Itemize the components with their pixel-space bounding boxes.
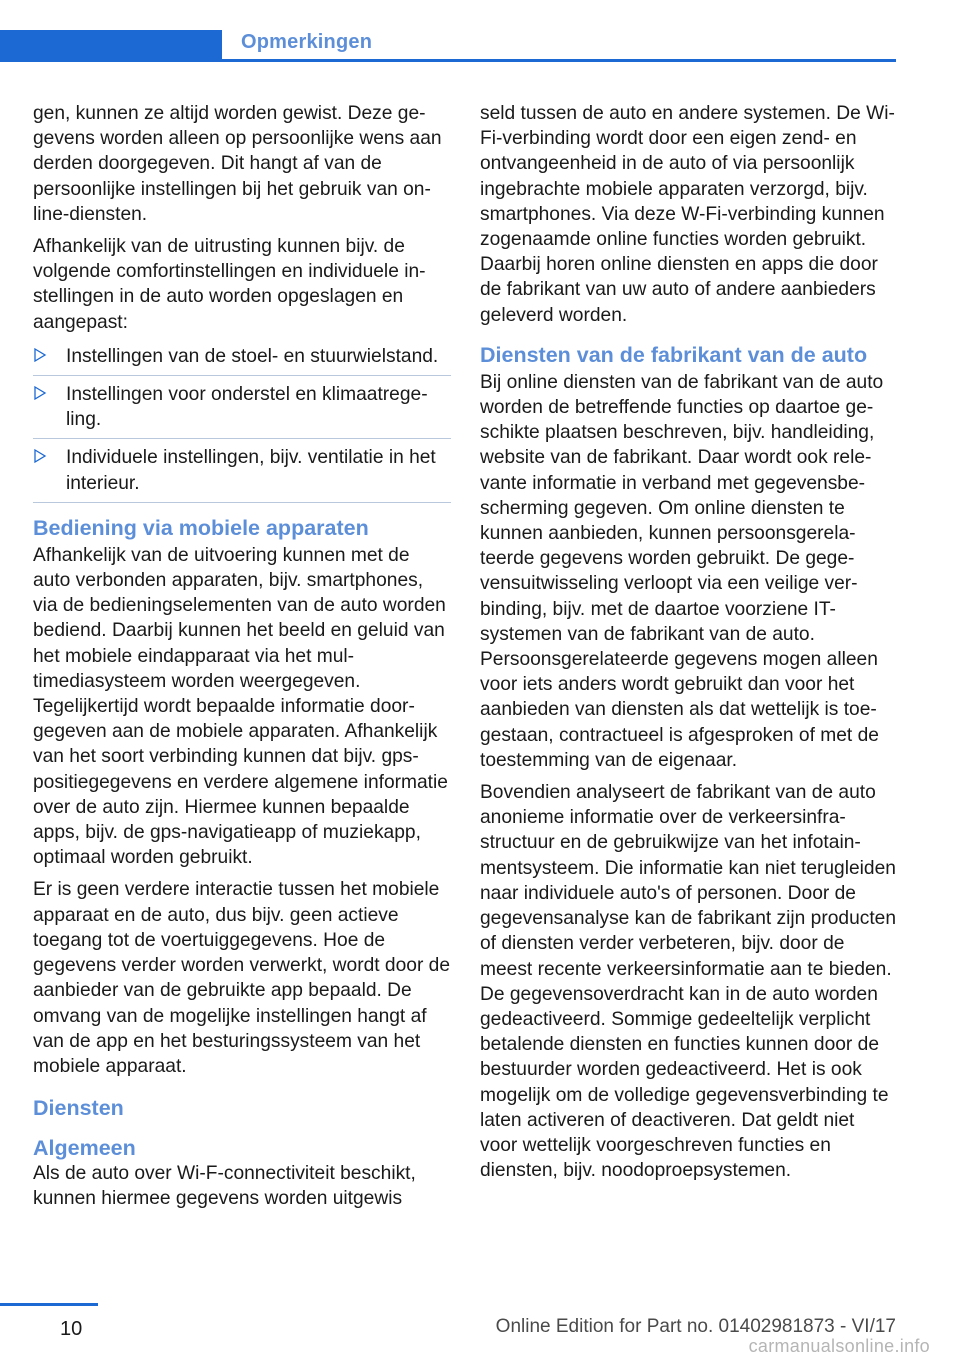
- left-column: [33, 101, 451, 1219]
- paragraph: Bij online diensten van de fabrikant van de auto worden de betreffende functies op daartoe geschikte plaatsen beschreven, bijv. handleiding, website van de fabrikant. Daar wordt ook relevante informatie in verband met gegevensbescherming gegeven. Om online diensten te kunnen aanbieden, kunnen persoonsgerelateerde gegevens worden gebruikt. De gegevensuitwisseling verloopt via een veilige verbinding, bijv. met de daartoe voorziene IT-systemen van de fabrikant van de auto. Persoonsgerelateerde gegevens mogen alleen voor iets anders wordt gebruikt dan voor het aanbieden van diensten als dat wettelijk is toegestaan, contractueel is afgesproken of met de toestemming van de eigenaar.: [480, 371, 884, 771]
- paragraph: Afhankelijk van de uitvoering kunnen met de auto verbonden apparaten, bijv. smartphones, via de bedieningselementen van de auto worden bediend. Daarbij kunnen het beeld en geluid van het mobiele eindapparaat via het multimediasysteem worden weergegeven. Tegelijkertijd wordt bepaalde informatie doorgegeven aan de mobiele apparaten. Afhankelijk van het soort verbinding kunnen dat bijv. gps-positiegegevens en verdere algemene informatie over de auto zijn. Hiermee kunnen bepaalde apps, bijv. de gps-navigatieapp of muziekapp, optimaal worden gebruikt.: [33, 544, 448, 869]
- footer-rule: [0, 1303, 98, 1306]
- section-heading: Diensten: [33, 1096, 124, 1121]
- bullet-list: [33, 342, 451, 503]
- list-item-text: Individuele instellingen, bijv. ventilatie in het interieur.: [66, 447, 436, 494]
- paragraph: Er is geen verdere interactie tussen het mobiele apparaat en de auto, dus bijv. geen actieve toegang tot de voertuiggegevens. Hoe de gegevens verder worden verwerkt, wordt door de aanbieder van de gebruikte app bepaald. De omvang van de mogelijke instellingen hangt af van de app en het besturingssysteem van het mobiele apparaat.: [33, 879, 451, 1077]
- header-rule: [222, 59, 896, 62]
- subsection-heading: Algemeen: [33, 1136, 136, 1161]
- list-item-text: Instellingen van de stoel- en stuurwielstand.: [66, 345, 439, 367]
- list-item: [33, 342, 451, 376]
- paragraph: Bovendien analyseert de fabrikant van de auto anonieme informatie over de verkeersinfrastructuur en de gebruikwijze van het infotainmentsysteem. Die informatie kan niet terugleiden naar individuele auto's of personen. Door de gegevensanalyse kan de fabrikant zijn producten of diensten verder verbeteren, bijv. door de meest recente verkeersinformatie aan te bieden. De gegevensoverdracht kan in de auto worden gedeactiveerd. Sommige gedeeltelijk verplicht betalende diensten en functies kunnen door de bestuurder worden gedeactiveerd. Het is ook mogelijk om de volledige gegevensverbinding te laten activeren of deactiveren. Dat geldt niet voor wettelijk voorgeschreven functies en diensten, bijv. noodoproepsystemen.: [480, 782, 897, 1182]
- paragraph: seld tussen de auto en andere systemen. De Wi-Fi-verbinding wordt door een eigen zend- en ontvangeenheid in de auto of via persoonlijk ingebrachte mobiele apparaten verzorgd, bijv. smartphones. Via deze W-Fi-verbinding kunnen zogenaamde online functies worden gebruikt. Daarbij horen online diensten en apps die door de fabrikant van uw auto of andere aanbieders geleverd worden.: [480, 103, 895, 326]
- paragraph: Als de auto over Wi-F-connectiviteit beschikt, kunnen hiermee gegevens worden uitgewis: [33, 1163, 416, 1210]
- edition-text: Online Edition for Part no. 01402981873 - VI/17: [495, 1316, 896, 1337]
- list-item-text: Instellingen voor onderstel en klimaatregeling.: [66, 384, 428, 431]
- paragraph: Afhankelijk van de uitrusting kunnen bijv. de volgende comfortinstellingen en individuele instellingen in de auto worden opgeslagen en aangepast:: [33, 236, 426, 333]
- right-column: [480, 101, 896, 1190]
- triangle-bullet-icon: [33, 386, 47, 400]
- section-heading: Bediening via mobiele apparaten: [33, 515, 369, 540]
- list-item: [33, 439, 451, 502]
- watermark: carmanualsonline.info: [748, 1336, 930, 1356]
- page-section-title: Opmerkingen: [241, 31, 373, 53]
- list-item: [33, 376, 451, 439]
- header-accent-block: [0, 30, 222, 62]
- triangle-bullet-icon: [33, 348, 47, 362]
- paragraph: gen, kunnen ze altijd worden gewist. Deze gegevens worden alleen op persoonlijke wens aan derden doorgegeven. Dit hangt af van de persoonlijke instellingen bij het gebruik van online-diensten.: [33, 103, 442, 225]
- page-number: 10: [60, 1318, 83, 1340]
- section-heading: Diensten van de fabrikant van de auto: [480, 342, 868, 367]
- triangle-bullet-icon: [33, 449, 47, 463]
